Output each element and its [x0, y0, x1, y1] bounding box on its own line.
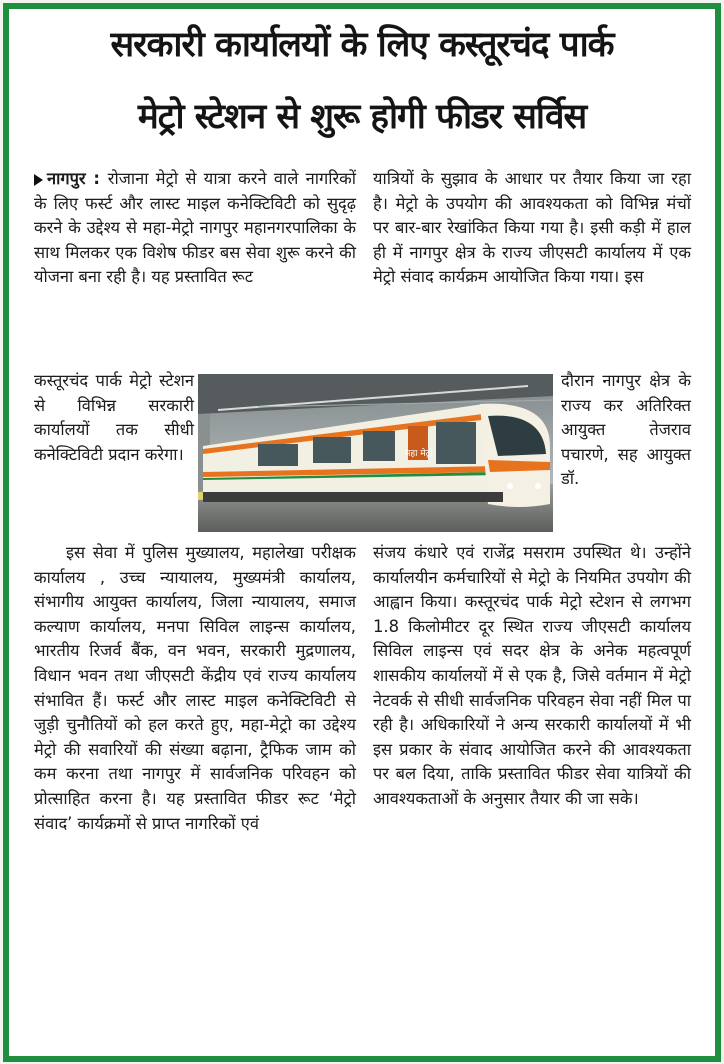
- left-column-top: [34, 167, 356, 290]
- metro-train-illustration: [198, 374, 553, 532]
- dateline-colon: :: [85, 169, 108, 188]
- metro-train-photo: [198, 374, 553, 532]
- train-logo-text: महा मेट्रो: [405, 449, 433, 459]
- right-column-top: यात्रियों के सुझाव के आधार पर तैयार किया जा रहा है। मेट्रो के उपयोग की आवश्यकता को विभिन्न मंचों पर बार-बार रेखांकित किया गया है। इसी कड़ी में हाल ही में नागपुर क्षेत्र के राज्य जीएसटी कार्यालय में एक मेट्रो संवाद कार्यक्रम आयोजित किया गया। इस: [373, 169, 691, 287]
- dateline: नागपुर: [47, 169, 86, 188]
- right-column-bottom: संजय कंधारे एवं राजेंद्र मसराम उपस्थित थे। उन्होंने कार्यालयीन कर्मचारियों से मेट्रो के नियमित उपयोग की आह्वान किया। कस्तूरचंद पार्क मेट्रो स्टेशन से लगभग 1.8 किलोमीटर दूर स्थित राज्य जीएसटी कार्यालय सिविल लाइन्स एवं सदर क्षेत्र के अनेक महत्वपूर्ण शासकीय कार्यालयों में से एक है, जिसे वर्तमान में मेट्रो नेटवर्क से सीधी सार्वजनिक परिवहन सेवा नहीं मिल पा रही है। अधिकारियों ने अन्य सरकारी कार्यालयों में भी इस प्रकार के संवाद आयोजित करने की आवश्यकता पर बल दिया, ताकि प्रस्तावित फीडर सेवा यात्रियों की आवश्यकताओं के अनुसार तैयार की जा सके।: [373, 543, 691, 808]
- dateline-marker-icon: [34, 174, 43, 186]
- right-wrap-text: दौरान नागपुर क्षेत्र के राज्य कर अतिरिक्त आयुक्त तेजराव पचारणे, सह आयुक्त डॉ.: [561, 371, 691, 489]
- left-wrap-text: कस्तूरचंद पार्क मेट्रो स्टेशन से विभिन्न सरकारी कार्यालयों तक सीधी कनेक्टिविटी प्रदान करेगा।: [34, 371, 194, 464]
- article-frame: [3, 3, 721, 1062]
- headline-line-1: सरकारी कार्यालयों के लिए कस्तूरचंद पार्क: [110, 25, 614, 65]
- left-top-text: रोजाना मेट्रो से यात्रा करने वाले नागरिकों के लिए फर्स्ट और लास्ट माइल कनेक्टिविटी को सुदृढ़ करने के उद्देश्य से महा-मेट्रो नागपुर महानगरपालिका के साथ मिलकर एक विशेष फीडर बस सेवा शुरू करने की योजना बना रही है। यह प्रस्तावित रूट: [34, 169, 357, 287]
- left-column-bottom: इस सेवा में पुलिस मुख्यालय, महालेखा परीक्षक कार्यालय , उच्च न्यायालय, मुख्यमंत्री कार्यालय, संभागीय आयुक्त कार्यालय, जिला न्यायालय, समाज कल्याण कार्यालय, मनपा सिविल लाइन्स कार्यालय, भारतीय रिजर्व बैंक, वन भवन, सरकारी मुद्रणालय, विधान भवन तथा जीएसटी केंद्रीय एवं राज्य कार्यालय संभावित हैं। फर्स्ट और लास्ट माइल कनेक्टिविटी से जुड़ी चुनौतियों को हल करते हुए, महा-मेट्रो का उद्देश्य मेट्रो की सवारियों की संख्या बढ़ाना, ट्रैफिक जाम को कम करना तथा नागपुर में सार्वजनिक परिवहन को प्रोत्साहित करना है। यह प्रस्तावित फीडर रूट ‘मेट्रो संवाद’ कार्यक्रमों से प्राप्त नागरिकों एवं: [34, 543, 356, 833]
- headline-line-2: मेट्रो स्टेशन से शुरू होगी फीडर सर्विस: [137, 97, 587, 137]
